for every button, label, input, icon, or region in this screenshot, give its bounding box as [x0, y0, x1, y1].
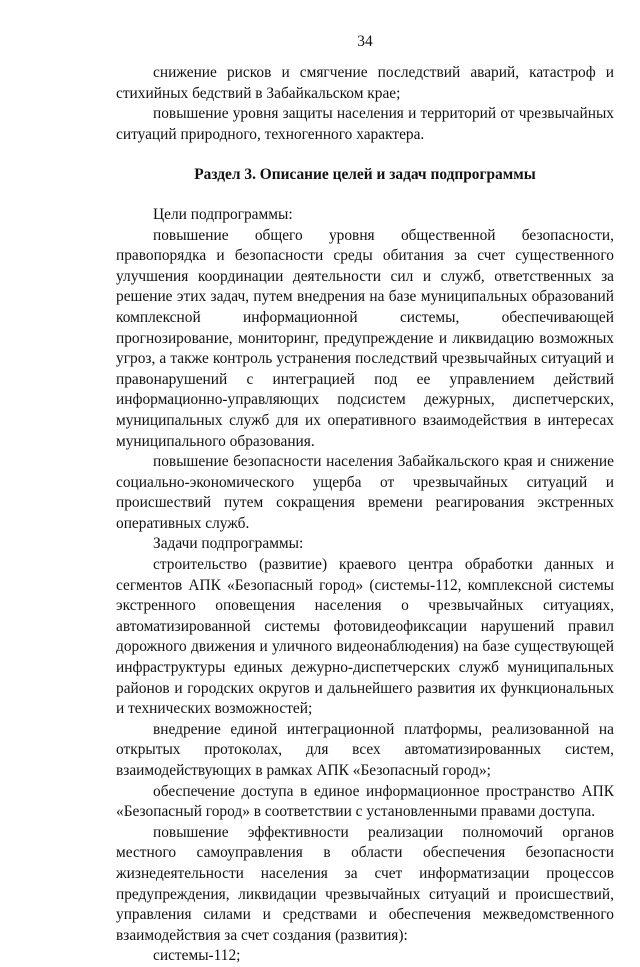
goal-paragraph-2: повышение безопасности населения Забайкальского края и снижение социально-экономического ущерба от чрезвычайных ситуаций и происшествий путем сокращения времени реагирования экстренных оперативных служб.: [116, 453, 614, 532]
task-paragraph-4: повышение эффективности реализации полномочий органов местного самоуправления в области обеспечения безопасности жизнедеятельности населения за счет информатизации процессов предупреждения, ликвидации чрезвычайных ситуаций и происшествий, управления силами и средствами и обеспечения межведомственного взаимодействия за счет создания (развития):: [116, 823, 614, 944]
task-paragraph-2: внедрение единой интеграционной платформы, реализованной на открытых протоколах, для всех автоматизированных систем, взаимодействующих в рамках АПК «Безопасный город»;: [116, 720, 614, 779]
task-paragraph-5: системы-112;: [153, 947, 241, 965]
section-heading: Раздел 3. Описание целей и задач подпрограммы: [194, 166, 536, 184]
goal-paragraph-1: повышение общего уровня общественной безопасности, правопорядка и безопасности среды обитания за счет существенного улучшения координации деятельности сил и служб, ответственных за решение этих задач, путем внедрения на базе муниципальных образований комплексной информационной системы, обеспечивающей прогнозирование, мониторинг, предупреждение и ликвидацию возможных угроз, а также контроль устранения последствий чрезвычайных ситуаций и правонарушений с интеграцией под ее управлением действий информационно-управляющих подсистем дежурных, диспетчерских, муниципальных служб для их оперативного взаимодействия в интересах муниципального образования.: [116, 226, 614, 450]
document-page: [116, 32, 614, 967]
task-paragraph-3: обеспечение доступа в единое информационное пространство АПК «Безопасный город» в соответствии с установленными правами доступа.: [116, 782, 614, 821]
tasks-label: Задачи подпрограммы:: [153, 535, 304, 553]
intro-paragraph-1: снижение рисков и смягчение последствий аварий, катастроф и стихийных бедствий в Забайкальском крае;: [116, 64, 614, 102]
goals-label: Цели подпрограммы:: [153, 205, 293, 223]
intro-paragraph-2: повышение уровня защиты населения и территорий от чрезвычайных ситуаций природного, техногенного характера.: [116, 105, 614, 143]
page-number: 34: [357, 33, 373, 50]
task-paragraph-1: строительство (развитие) краевого центра обработки данных и сегментов АПК «Безопасный город» (системы-112, комплексной системы экстренного оповещения населения о чрезвычайных ситуациях, автоматизированной системы фотовидеофиксации нарушений правил дорожного движения и уличного видеонаблюдения) на базе существующей инфраструктуры единых дежурно-диспетчерских служб муниципальных районов и городских округов и дальнейшего развития их функциональных и технических возможностей;: [116, 556, 614, 718]
